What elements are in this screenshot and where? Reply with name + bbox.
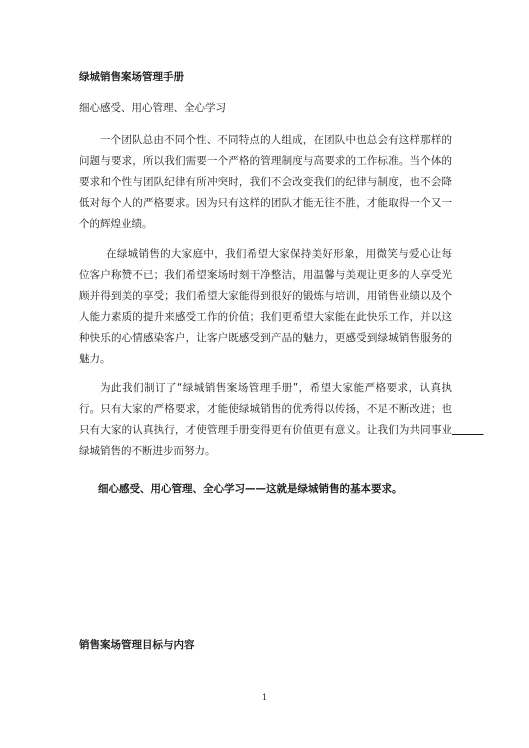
paragraph-manual-purpose-text: 为此我们制订了“绿城销售案场管理手册”，希望大家能严格要求，认真执行。只有大家的严格要求，才能使绿城销售的优秀得以传扬，不足不断改进；也只有大家的认真执行，才使管理手册变得更有价值更有意义。让我们为共同事业 (79, 382, 452, 436)
paragraph-manual-purpose-end: 绿城销售的不断进步而努力。 (79, 445, 216, 457)
paragraph-team-discipline: 一个团队总由不同个性、不同特点的人组成，在团队中也总会有这样那样的问题与要求，所以我们需要一个严格的管理制度与高要求的工作标准。当个体的要求和个性与团队纪律有所冲突时，我们不会改变我们的纪律与制度，也不会降低对每个人的严格要求。因为只有这样的团队才能无往不胜，才能取得一个又一个的辉煌业绩。 (79, 134, 452, 230)
underline-blank (452, 424, 484, 436)
document-title: 绿城销售案场管理手册 (79, 71, 184, 83)
page-number: 1 (261, 693, 268, 702)
section-heading: 销售案场管理目标与内容 (79, 639, 195, 651)
document-subtitle: 细心感受、用心管理、全心学习 (79, 102, 226, 114)
paragraph-family-vision: 在绿城销售的大家庭中，我们希望大家保持美好形象，用微笑与爱心让每位客户称赞不已；我们希望案场时刻干净整洁，用温馨与美观让更多的人享受光顾并得到美的享受；我们希望大家能得到很好的锻炼与培训，用销售业绩以及个人能力素质的提升来感受工作的价值；我们更希望大家能在此快乐工作，并以这种快乐的心情感染客户，让客户既感受到产品的魅力，更感受到绿城销售服务的魅力。 (79, 248, 452, 365)
paragraph-manual-purpose (79, 378, 452, 462)
closing-statement: 细心感受、用心管理、全心学习——这就是绿城销售的基本要求。 (98, 483, 403, 495)
